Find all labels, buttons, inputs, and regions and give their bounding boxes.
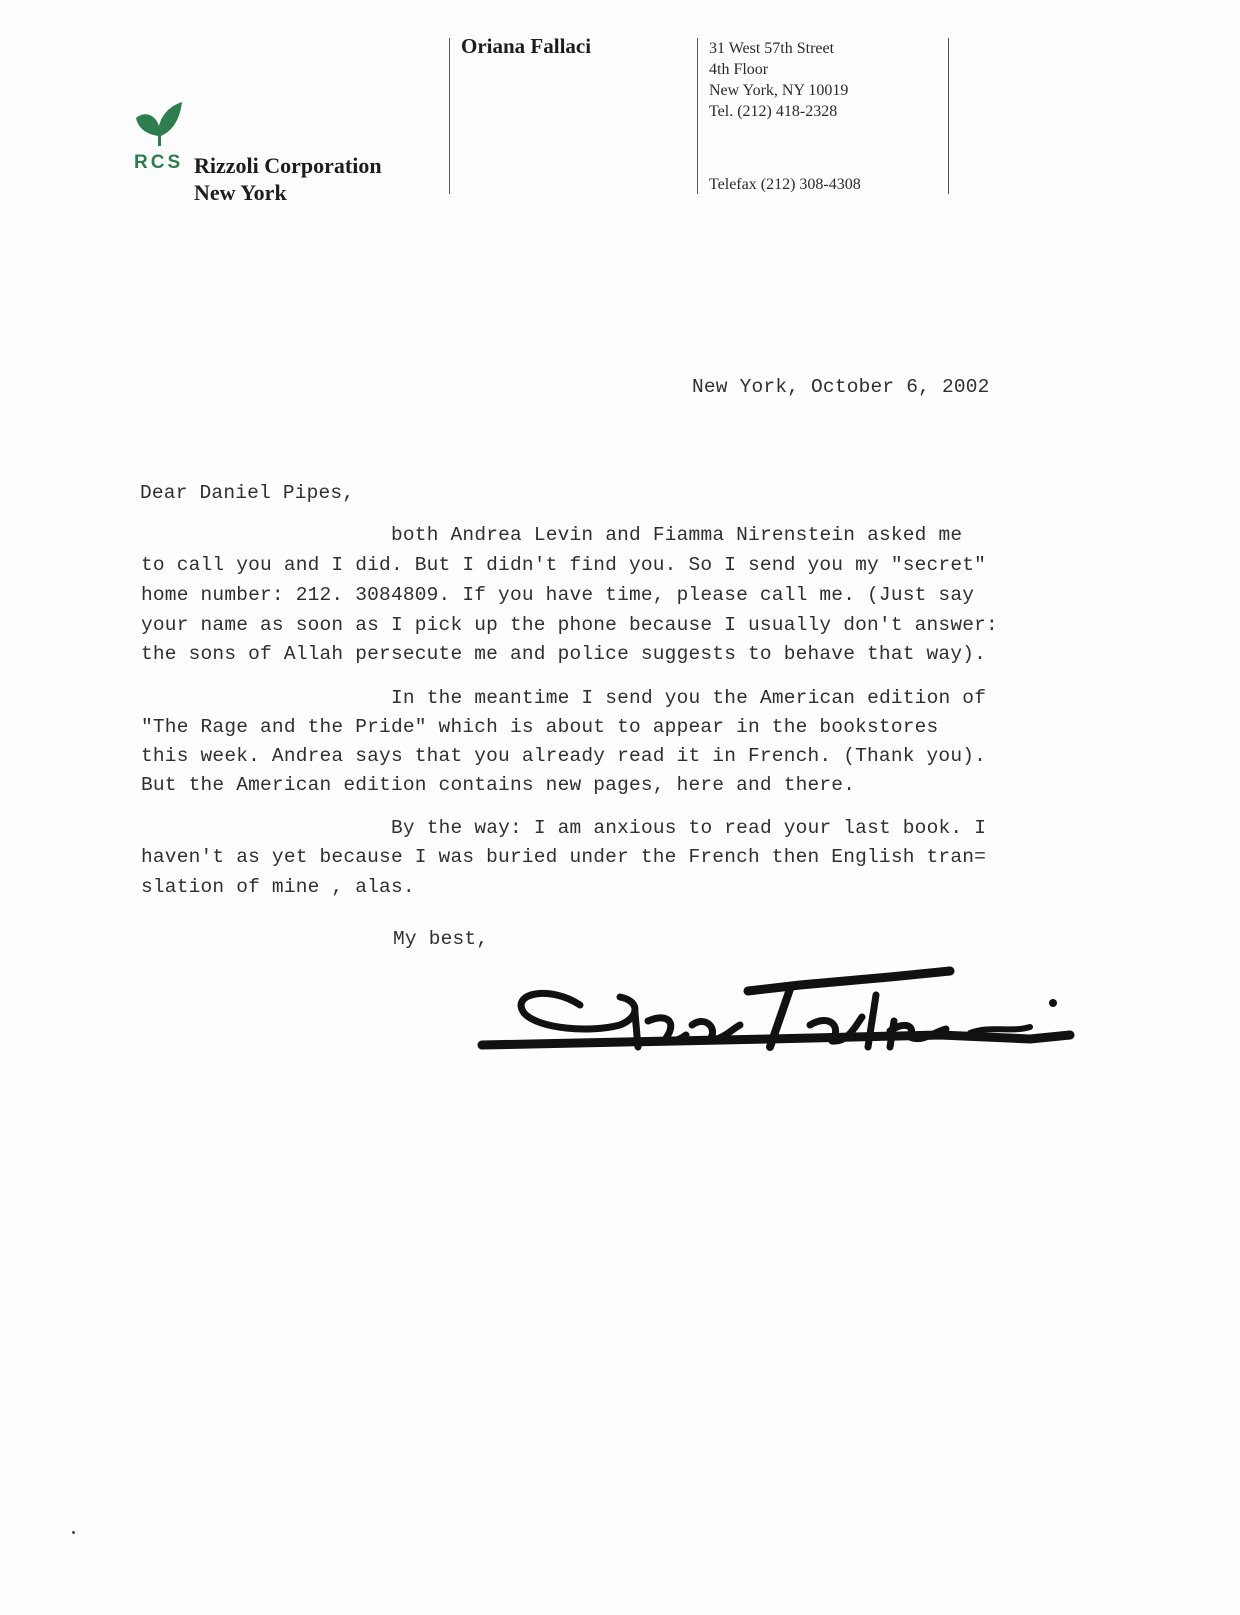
divider <box>449 38 450 194</box>
letter-date: New York, October 6, 2002 <box>692 376 990 398</box>
body-line: By the way: I am anxious to read your last book. I <box>391 817 987 839</box>
address-line: New York, NY 10019 <box>709 82 849 99</box>
logo-text: RCS <box>134 152 184 173</box>
company-name: Rizzoli Corporation <box>194 153 382 178</box>
body-line: slation of mine , alas. <box>141 876 415 898</box>
body-line: In the meantime I send you the American edition of <box>391 687 987 709</box>
body-line: this week. Andrea says that you already read it in French. (Thank you). <box>141 745 987 767</box>
body-line: home number: 212. 3084809. If you have time, please call me. (Just say <box>141 584 975 606</box>
company-city: New York <box>194 180 287 205</box>
rcs-leaf-logo-icon <box>134 100 184 148</box>
address-block <box>709 38 848 122</box>
salutation: Dear Daniel Pipes, <box>140 482 355 504</box>
body-line: your name as soon as I pick up the phone because I usually don't answer: <box>141 614 998 636</box>
telefax: Telefax (212) 308-4308 <box>709 176 861 193</box>
closing: My best, <box>393 928 489 950</box>
divider <box>697 38 698 194</box>
handwritten-signature <box>470 955 1090 1095</box>
body-line: to call you and I did. But I didn't find you. So I send you my "secret" <box>141 554 987 576</box>
body-line: But the American edition contains new pages, here and there. <box>141 774 856 796</box>
address-line: 4th Floor <box>709 61 769 78</box>
body-line: "The Rage and the Pride" which is about to appear in the bookstores <box>141 716 939 738</box>
sender-name: Oriana Fallaci <box>461 34 592 58</box>
body-line: the sons of Allah persecute me and police suggests to behave that way). <box>141 643 987 665</box>
address-line: 31 West 57th Street <box>709 40 835 57</box>
address-line: Tel. (212) 418-2328 <box>709 103 838 120</box>
paper-speck <box>72 1531 75 1534</box>
divider <box>948 38 949 194</box>
body-line: both Andrea Levin and Fiamma Nirenstein asked me <box>391 524 963 546</box>
body-line: haven't as yet because I was buried under the French then English tran= <box>141 846 987 868</box>
